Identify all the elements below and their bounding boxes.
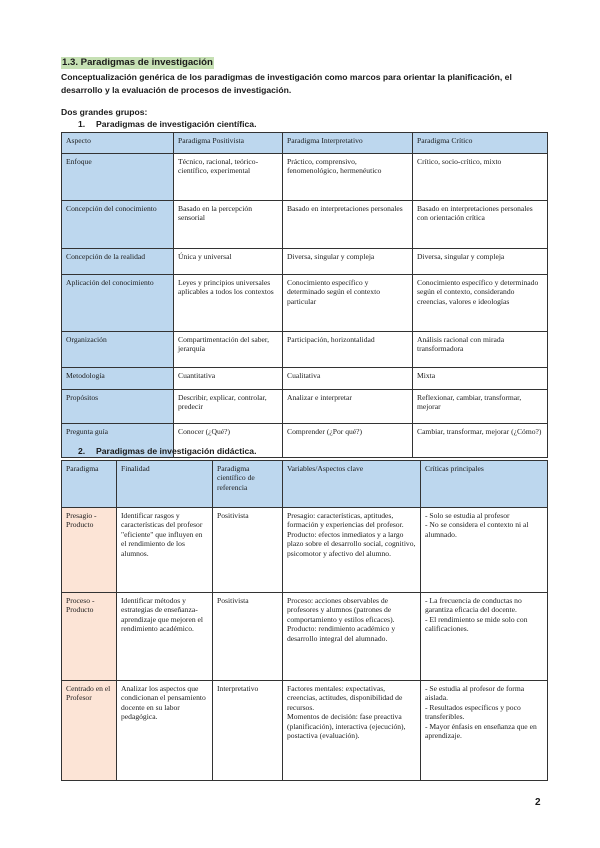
scientific-paradigms-table [61,132,548,458]
table-header-cell: Críticas principales [421,461,548,508]
table-cell: Compartimentación del saber, jerarquía [174,332,283,368]
row-label-cell: Pregunta guía [62,424,174,458]
table-cell: Mixta [413,368,548,390]
table-cell: Positivista [213,508,283,593]
table-row [62,593,548,681]
table-cell: Cualitativa [283,368,413,390]
table-header-cell: Paradigma científico de referencia [213,461,283,508]
table-header-cell: Paradigma Positivista [174,133,283,154]
list-number-1: 1. [78,119,86,129]
list-heading-2 [78,446,256,456]
groups-label: Dos grandes grupos: [61,107,148,117]
table-cell: Conocimiento específico y determinado según el contexto particular [283,275,413,332]
table-row [62,368,548,390]
table-cell: Reflexionar, cambiar, transformar, mejorar [413,390,548,424]
table-cell: Única y universal [174,249,283,275]
list-number-2: 2. [78,446,86,456]
table-cell: Interpretativo [213,681,283,781]
table-row [62,249,548,275]
row-label-cell: Centrado en el Profesor [62,681,117,781]
table-row [62,681,548,781]
row-label-cell: Proceso - Producto [62,593,117,681]
table-cell: Cambiar, transformar, mejorar (¿Cómo?) [413,424,548,458]
table-cell: Crítico, socio-crítico, mixto [413,154,548,201]
table-header-cell: Variables/Aspectos clave [283,461,421,508]
table-cell: Leyes y principios universales aplicables a todos los contextos [174,275,283,332]
row-label-cell: Concepción del conocimiento [62,201,174,249]
table-header-cell: Paradigma Crítico [413,133,548,154]
table-header-cell: Aspecto [62,133,174,154]
table-cell: Identificar métodos y estrategias de enseñanza-aprendizaje que mejoren el rendimiento académico. [117,593,213,681]
table-cell: Identificar rasgos y características del profesor "eficiente" que influyen en el rendimiento de los alumnos. [117,508,213,593]
list-heading-1 [78,119,256,129]
table-row [62,390,548,424]
table-cell: Práctico, comprensivo, fenomenológico, hermenéutico [283,154,413,201]
table-cell: Proceso: acciones observables de profesores y alumnos (patrones de comportamiento y estilos eficaces). Producto: rendimiento académico y desarrollo integral del alumnado. [283,593,421,681]
list-title-2: Paradigmas de investigación didáctica. [96,446,257,456]
table-cell: Basado en interpretaciones personales con orientación crítica [413,201,548,249]
table-header-cell: Paradigma Interpretativo [283,133,413,154]
table-row [62,154,548,201]
table-cell: Conocimiento específico y determinado según el contexto, considerando creencias, valores e ideologías [413,275,548,332]
didactic-paradigms-table [61,460,548,781]
table-cell: Basado en interpretaciones personales [283,201,413,249]
table-cell: Participación, horizontalidad [283,332,413,368]
table-cell: Conocer (¿Qué?) [174,424,283,458]
table-cell: Analizar e interpretar [283,390,413,424]
list-title-1: Paradigmas de investigación científica. [96,119,257,129]
table-cell: Presagio: características, aptitudes, formación y experiencias del profesor. Producto: efectos inmediatos y a largo plazo sobre el desarrollo social, cognitivo, psicomotor y afectivo del alumno. [283,508,421,593]
table-row [62,275,548,332]
page-number: 2 [535,797,541,808]
row-label-cell: Concepción de la realidad [62,249,174,275]
table-cell: - Se estudia al profesor de forma aislada. - Resultados específicos y poco transferibles. - Mayor énfasis en enseñanza que en aprendizaje. [421,681,548,781]
row-label-cell: Aplicación del conocimiento [62,275,174,332]
row-label-cell: Metodología [62,368,174,390]
table-cell: Cuantitativa [174,368,283,390]
section-intro: Conceptualización genérica de los paradigmas de investigación como marcos para orientar la planificación, el desarrollo y la evaluación de procesos de investigación. [61,72,512,95]
table-cell: Basado en la percepción sensorial [174,201,283,249]
table-cell: - La frecuencia de conductas no garantiza eficacia del docente. - El rendimiento se mide solo con calificaciones. [421,593,548,681]
table-cell: Factores mentales: expectativas, creencias, actitudes, disponibilidad de recursos. Momentos de decisión: fase preactiva (planificación), interactiva (ejecución), postactiva (evaluación). [283,681,421,781]
table-cell: Análisis racional con mirada transformadora [413,332,548,368]
table-cell: Analizar los aspectos que condicionan el pensamiento docente en su labor pedagógica. [117,681,213,781]
table-cell: - Solo se estudia al profesor - No se considera el contexto ni al alumnado. [421,508,548,593]
row-label-cell: Presagio - Producto [62,508,117,593]
row-label-cell: Organización [62,332,174,368]
row-label-cell: Propósitos [62,390,174,424]
table-cell: Diversa, singular y compleja [413,249,548,275]
table-cell: Comprender (¿Por qué?) [283,424,413,458]
table-header-cell: Paradigma [62,461,117,508]
table-cell: Técnico, racional, teórico-científico, experimental [174,154,283,201]
table-header-cell: Finalidad [117,461,213,508]
row-label-cell: Enfoque [62,154,174,201]
table-row [62,332,548,368]
table-row [62,201,548,249]
table-cell: Diversa, singular y compleja [283,249,413,275]
section-title: 1.3. Paradigmas de investigación [62,57,213,68]
table-cell: Positivista [213,593,283,681]
table-cell: Describir, explicar, controlar, predecir [174,390,283,424]
table-row [62,508,548,593]
